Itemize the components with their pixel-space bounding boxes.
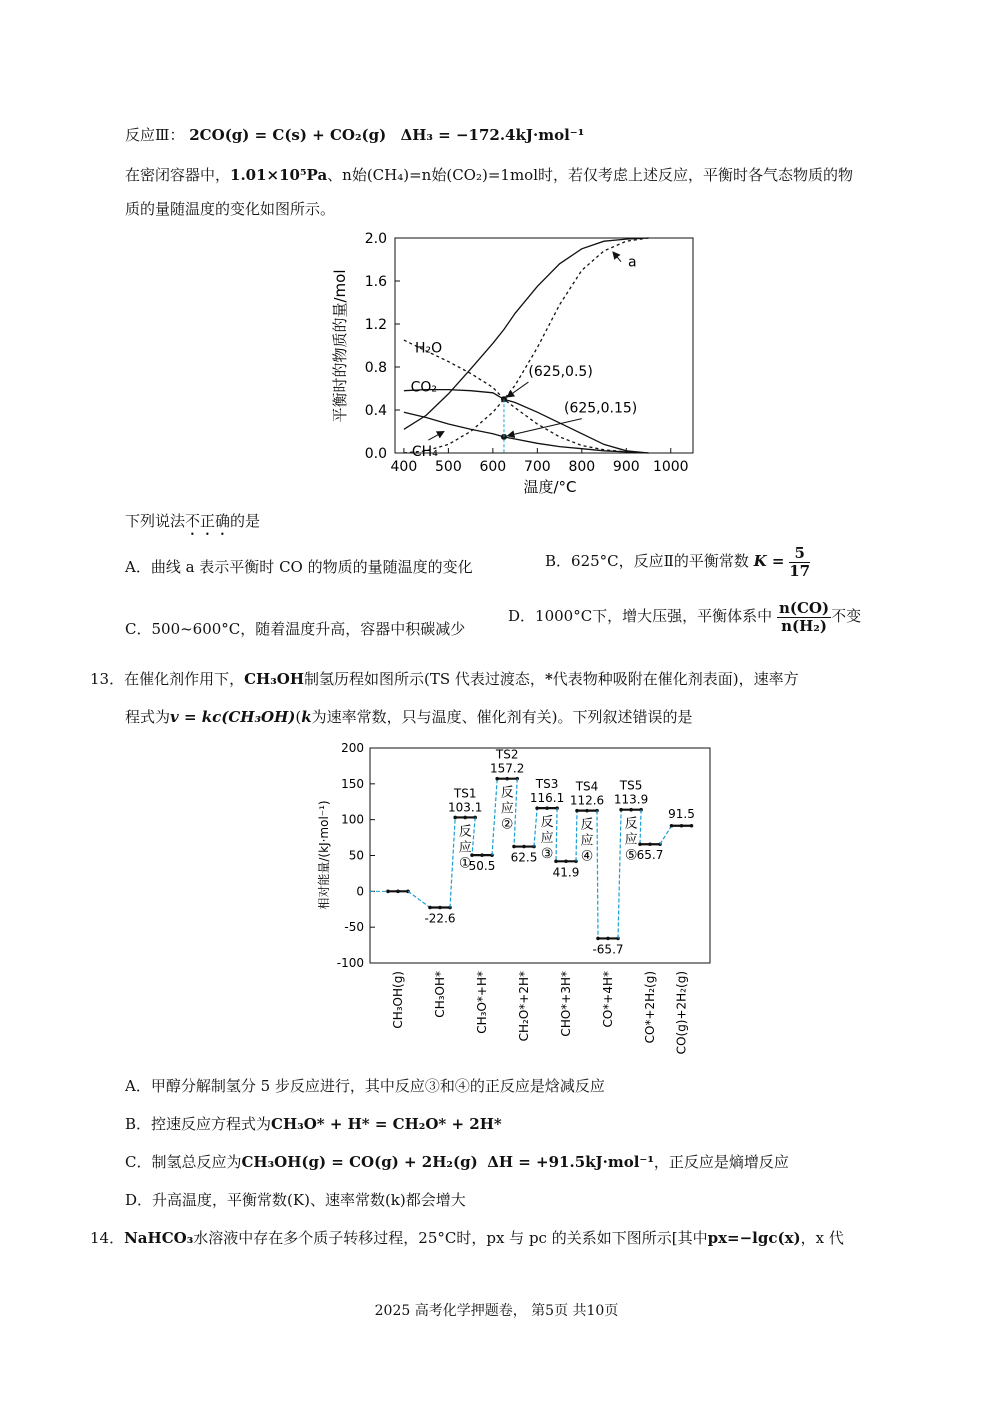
- reaction-number: ③: [540, 846, 554, 863]
- series-label: a: [628, 254, 637, 271]
- y-tick-label: 0: [356, 884, 364, 899]
- level-value: 91.5: [668, 806, 695, 821]
- y-tick-label: -100: [336, 956, 364, 970]
- rate-equation: v = kc(CH₃OH): [170, 708, 296, 726]
- series-label: CO₂: [410, 379, 437, 396]
- x-axis-label: 温度/°C: [523, 478, 577, 496]
- level-value: -65.7: [592, 942, 624, 957]
- level-dot: [463, 816, 467, 820]
- q13-text: (: [295, 708, 302, 726]
- q13-option-d: D．升高温度，平衡常数(K)、速率常数(k)都会增大: [125, 1191, 466, 1209]
- option-b-text: B．控速反应方程式为: [125, 1115, 272, 1133]
- level-value: 65.7: [636, 848, 664, 863]
- level-value: 112.6: [569, 793, 605, 808]
- energy-profile-chart: [310, 740, 730, 1070]
- level-dot: [438, 906, 442, 910]
- connector: [556, 808, 557, 861]
- category-label: CO*+4H*: [601, 971, 615, 1028]
- ts-label: TS2: [495, 747, 519, 762]
- option-c-enthalpy: ΔH = +91.5kJ·mol⁻¹: [487, 1153, 654, 1171]
- connector: [408, 891, 430, 907]
- level-dot: [535, 806, 539, 810]
- reaction-char: 应: [580, 833, 594, 849]
- option-d-text: D．1000°C下，增大压强，平衡体系中: [508, 607, 773, 625]
- level-value: 113.9: [613, 792, 649, 807]
- level-dot: [545, 806, 549, 810]
- level-dot: [629, 808, 633, 812]
- option-d-end: 不变: [831, 607, 862, 625]
- level-dot: [596, 937, 600, 941]
- x-tick-label: 500: [435, 459, 462, 475]
- option-c-end: ，正反应是熵增反应: [653, 1153, 789, 1171]
- connector: [618, 810, 621, 939]
- q12-option-d: [508, 600, 861, 634]
- reaction-enthalpy: ΔH₃ = −172.4kJ·mol⁻¹: [400, 126, 585, 144]
- intro-text: 在密闭容器中，: [125, 166, 231, 184]
- level-value: 157.2: [490, 761, 525, 776]
- question-number: 13．: [90, 670, 125, 688]
- k-symbol: k: [301, 708, 312, 726]
- category-label: CO*+2H₂(g): [643, 971, 657, 1044]
- y-tick-label: 200: [341, 741, 364, 755]
- connector: [640, 810, 641, 845]
- x-tick-label: 1000: [652, 459, 689, 475]
- level-value: -22.6: [424, 911, 456, 926]
- level-value: 116.1: [529, 791, 565, 806]
- level-dot: [670, 824, 674, 828]
- level-value: 50.5: [468, 859, 496, 874]
- reaction-number: ⑤: [624, 847, 638, 864]
- ts-label: TS5: [619, 778, 643, 793]
- connector: [660, 826, 672, 844]
- y-tick-label: 2.0: [364, 231, 387, 247]
- px-definition: px=−lgc(x): [707, 1229, 801, 1247]
- level-dot: [619, 808, 623, 812]
- connector: [450, 817, 455, 907]
- y-tick-label: 0.8: [364, 360, 387, 376]
- level-dot: [495, 777, 499, 781]
- level-dot: [638, 842, 642, 846]
- nahco3-formula: NaHCO₃: [124, 1229, 194, 1247]
- arrow-a: [613, 252, 621, 262]
- level-dot: [386, 890, 390, 894]
- reaction-number: ④: [580, 848, 594, 865]
- q13-line-1: [90, 668, 799, 689]
- connector: [514, 779, 517, 847]
- y-tick-label: 0.4: [364, 403, 387, 419]
- q13-text: 程式为: [125, 708, 171, 726]
- question-number: 14．: [90, 1229, 125, 1247]
- x-tick-label: 400: [390, 459, 418, 475]
- category-label: CH₃O*+H*: [475, 971, 489, 1034]
- y-tick-label: 100: [341, 812, 364, 827]
- fraction-co-h2: $\frac{n(CO)}{\text{n(H₂)}}$: [778, 599, 830, 635]
- annotation-arrow: [507, 382, 528, 397]
- level-dot: [564, 860, 568, 864]
- reaction-char: 反: [624, 816, 638, 832]
- ts-label: TS3: [535, 777, 559, 792]
- q13-text: 代表物种吸附在催化剂表面)，速率方: [552, 670, 799, 688]
- x-tick-label: 800: [568, 459, 596, 475]
- option-c-text: C．制氢总反应为: [125, 1153, 242, 1171]
- q13-option-a: A．甲醇分解制氢分 5 步反应进行，其中反应③和④的正反应是焓减反应: [125, 1077, 605, 1095]
- intro-text: 、n始(CH₄)=n始(CO₂)=1mol时，若仅考虑上述反应，平衡时各气态物质的物: [327, 166, 853, 184]
- q14-text: 水溶液中存在多个质子转移过程，25°C时，px 与 pc 的关系如下图所示[其中: [193, 1229, 708, 1247]
- annotation-label: (625,0.5): [528, 364, 593, 381]
- series-label: CH₄: [411, 443, 438, 460]
- reaction-equation: 2CO(g) = C(s) + CO₂(g): [189, 126, 387, 144]
- option-c-equation: CH₃OH(g) = CO(g) + 2H₂(g): [241, 1153, 478, 1171]
- connector: [576, 811, 577, 862]
- y-axis-label: 相对能量/(kJ·mol⁻¹): [317, 800, 331, 910]
- y-tick-label: 50: [348, 848, 364, 863]
- star-symbol: *: [544, 670, 553, 688]
- level-dot: [690, 824, 694, 828]
- q12-option-b: [545, 545, 810, 579]
- ts-label: TS4: [575, 779, 599, 794]
- y-tick-label: 150: [341, 776, 364, 791]
- q13-line-2: [125, 706, 693, 727]
- connector: [597, 811, 598, 939]
- arrow-ch4: [428, 432, 444, 441]
- reaction-char: 应: [540, 831, 554, 847]
- level-dot: [648, 842, 652, 846]
- level-dot: [575, 809, 579, 813]
- reaction-number: ②: [500, 816, 514, 833]
- reaction-label: 反应Ⅲ：: [125, 126, 185, 144]
- level-dot: [585, 809, 589, 813]
- series-label: H₂O: [415, 340, 443, 357]
- level-dot: [554, 860, 558, 864]
- level-dot: [396, 890, 400, 894]
- category-label: CH₃OH(g): [391, 971, 405, 1029]
- q14-line-1: [90, 1227, 844, 1248]
- level-dot: [522, 845, 526, 849]
- y-tick-label: 1.6: [364, 274, 387, 290]
- q12-stem: 下列说法不正确的是: [125, 512, 261, 530]
- category-label: CH₃OH*: [433, 971, 447, 1018]
- connector: [534, 808, 537, 846]
- equilibrium-chart: [325, 228, 705, 500]
- x-tick-label: 600: [479, 459, 507, 475]
- level-dot: [428, 906, 432, 910]
- q13-text: 在催化剂作用下，: [124, 670, 245, 688]
- level-dot: [606, 937, 610, 941]
- category-label: CHO*+3H*: [559, 971, 573, 1037]
- page-footer: 2025 高考化学押题卷， 第5页 共10页: [374, 1303, 619, 1319]
- level-dot: [512, 845, 516, 849]
- category-label: CH₂O*+2H*: [517, 971, 531, 1042]
- level-dot: [505, 777, 509, 781]
- reaction-char: 应: [458, 840, 472, 856]
- intro-line-2: 质的量随温度的变化如图所示。: [125, 200, 336, 218]
- y-tick-label: -50: [344, 920, 364, 935]
- annotation-label: (625,0.15): [564, 400, 638, 417]
- pressure-value: 1.01×10⁵Pa: [230, 166, 328, 184]
- q13-option-b: [125, 1113, 502, 1134]
- ch3oh-formula: CH₃OH: [244, 670, 305, 688]
- reaction-number: ①: [458, 855, 472, 872]
- q13-text: 为速率常数，只与温度、催化剂有关)。下列叙述错误的是: [311, 708, 693, 726]
- level-dot: [480, 853, 484, 857]
- connector: [492, 779, 497, 855]
- connector: [472, 817, 475, 855]
- annotation-arrow: [508, 419, 582, 436]
- fraction-5-17: $\frac{5}{17}$: [789, 544, 811, 580]
- q14-text: ，x 代: [800, 1229, 844, 1247]
- reaction-3: [125, 124, 584, 145]
- y-tick-label: 0.0: [364, 446, 387, 462]
- option-b-equation: CH₃O* + H* = CH₂O* + 2H*: [271, 1115, 502, 1133]
- series-line-0: [404, 340, 649, 453]
- reaction-char: 应: [624, 832, 638, 848]
- reaction-char: 应: [500, 801, 514, 817]
- x-tick-label: 700: [523, 459, 551, 475]
- k-symbol: K =: [753, 552, 785, 570]
- q13-option-c: [125, 1151, 789, 1172]
- q12-option-c: C．500~600°C，随着温度升高，容器中积碳减少: [125, 620, 466, 638]
- level-dot: [680, 824, 684, 828]
- x-tick-label: 900: [612, 459, 640, 475]
- level-value: 41.9: [552, 865, 580, 880]
- y-tick-label: 1.2: [364, 317, 387, 333]
- intro-line-1: [125, 164, 853, 185]
- q13-text: 制氢历程如图所示(TS 代表过渡态，: [304, 670, 545, 688]
- level-value: 103.1: [448, 800, 483, 815]
- ts-label: TS1: [453, 786, 477, 801]
- level-dot: [453, 816, 457, 820]
- level-value: 62.5: [510, 850, 538, 865]
- reaction-char: 反: [500, 785, 514, 801]
- y-axis-label: 平衡时的物质的量/mol: [331, 269, 349, 423]
- category-label: CO(g)+2H₂(g): [674, 971, 689, 1055]
- reaction-char: 反: [540, 815, 554, 831]
- reaction-char: 反: [458, 824, 472, 840]
- reaction-char: 反: [580, 817, 594, 833]
- option-b-text: B．625°C，反应Ⅱ的平衡常数: [545, 552, 749, 570]
- q12-option-a: A．曲线 a 表示平衡时 CO 的物质的量随温度的变化: [125, 558, 473, 576]
